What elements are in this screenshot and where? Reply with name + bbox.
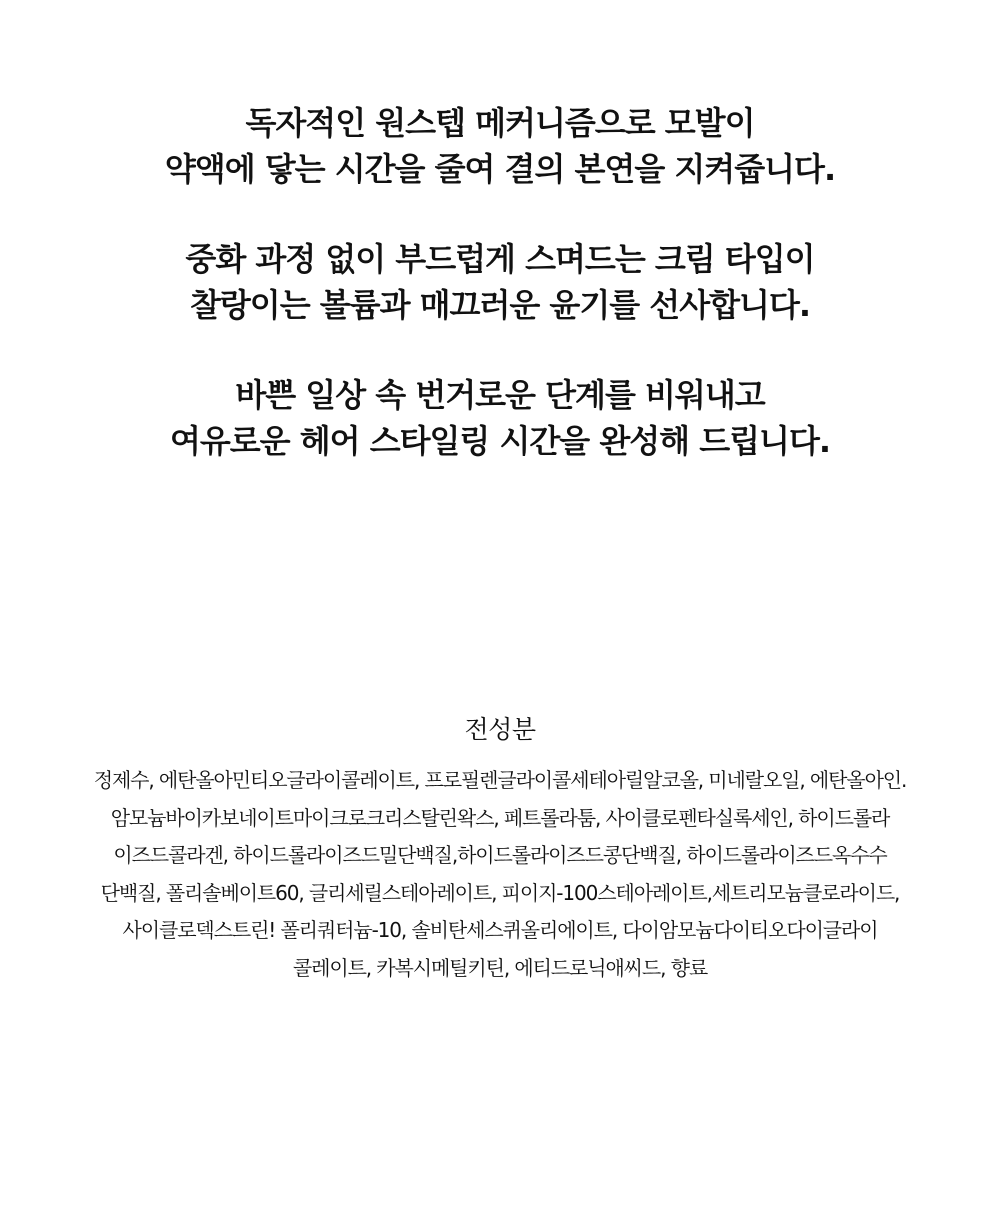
ingredients-line: 콜레이트, 카복시메틸키틴, 에티드로닉애씨드, 향료: [292, 955, 708, 980]
ingredients-line: 사이클로덱스트린! 폴리쿼터늄-10, 솔비탄세스퀴올리에이트, 다이암모늄다이티오다이글라이: [122, 918, 878, 943]
description-line: 중화 과정 없이 부드럽게 스며드는 크림 타입이: [185, 240, 815, 278]
ingredients-line: 암모늄바이카보네이트마이크로크리스탈린왁스, 페트롤라툼, 사이클로펜타실록세인, 하이드롤라: [110, 805, 890, 830]
description-line: 찰랑이는 볼륨과 매끄러운 윤기를 선사합니다.: [189, 286, 811, 324]
ingredients-line: 이즈드콜라겐, 하이드롤라이즈드밀단백질,하이드롤라이즈드콩단백질, 하이드롤라이즈드옥수수: [113, 843, 887, 868]
description-paragraph-3: [0, 372, 1000, 464]
ingredients-section: [0, 712, 1000, 988]
description-line: 약액에 닿는 시간을 줄여 결의 본연을 지켜줍니다.: [164, 150, 836, 188]
ingredients-title: 전성분: [464, 715, 536, 744]
product-description: [0, 100, 1000, 508]
description-line: 바쁜 일상 속 번거로운 단계를 비워내고: [235, 376, 765, 414]
description-paragraph-1: [0, 100, 1000, 192]
description-line: 독자적인 원스텝 메커니즘으로 모발이: [245, 104, 755, 142]
ingredients-line: 단백질, 폴리솔베이트60, 글리세릴스테아레이트, 피이지-100스테아레이트,세트리모늄클로라이드,: [100, 880, 900, 905]
description-line: 여유로운 헤어 스타일링 시간을 완성해 드립니다.: [169, 422, 831, 460]
description-paragraph-2: [0, 236, 1000, 328]
ingredients-line: 정제수, 에탄올아민티오글라이콜레이트, 프로필렌글라이콜세테아릴알코올, 미네랄오일, 에탄올아인.: [93, 768, 907, 792]
